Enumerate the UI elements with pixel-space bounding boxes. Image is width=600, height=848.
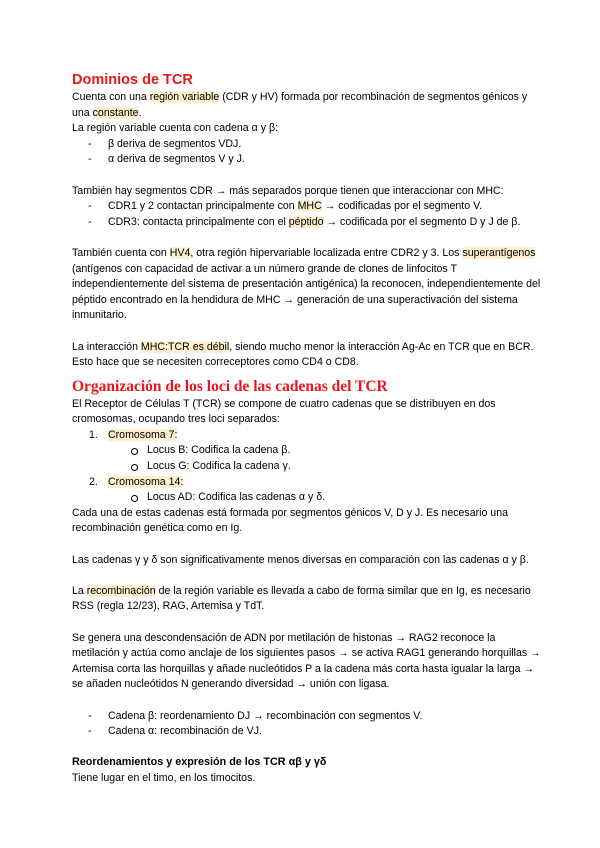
numbered-item: 1. Cromosoma 7: (89, 428, 178, 441)
numbered-item: 2. Cromosoma 14: (89, 475, 184, 488)
list-item: - CDR1 y 2 contactan principalmente con MHC → codificadas por el segmento V. (88, 199, 542, 215)
highlight: Cromosoma 14: (108, 475, 184, 488)
highlight: recombinación (86, 584, 156, 597)
list-item: Locus G: Codifica la cadena γ. (130, 459, 542, 475)
section-heading-dominios: Dominios de TCR (72, 72, 193, 88)
list-item: - Cadena β: reordenamiento DJ → recombinación con segmentos V. (88, 709, 542, 725)
highlight: constante (92, 106, 139, 119)
list-item: Locus B: Codifica la cadena β. (130, 443, 542, 459)
highlight: región variable (149, 91, 220, 103)
paragraph: La recombinación de la región variable es llevada a cabo de forma similar que en Ig, es necesario RSS (regla 12/23), RAG, Artemisa y TdT. (72, 584, 531, 613)
section-heading-organizacion: Organización de los loci de las cadenas del TCR (72, 377, 388, 395)
paragraph: Se genera una descondensación de ADN por metilación de histonas → RAG2 reconoce la metilación y actúa como anclaje de los siguientes pasos → se activa RAG1 generando horquillas → Artemisa corta las horquillas y añade nucleótidos P a la cadena más corta hasta igualar la larga → se añaden nucleótidos N generando diversidad → unión con ligasa. (72, 631, 541, 691)
paragraph: La región variable cuenta con cadena α y β: (72, 122, 278, 135)
list-item: Locus AD: Codifica las cadenas α y δ. (130, 490, 542, 506)
highlight: HV4 (169, 246, 191, 259)
highlight: Cromosoma 7: (108, 428, 178, 441)
list-item: - α deriva de segmentos V y J. (88, 152, 542, 168)
list-item: - Cadena α: recombinación de VJ. (88, 724, 542, 740)
paragraph: Cuenta con una región variable (CDR y HV) formada por recombinación de segmentos génicos y una constante. (72, 91, 528, 119)
highlight: superantígenos (462, 246, 536, 259)
subheading-reordenamientos: Reordenamientos y expresión de los TCR αβ y γδ (72, 756, 327, 769)
highlight: MHC (297, 200, 322, 213)
highlight: MHC:TCR es débil (140, 340, 230, 353)
document-page (72, 70, 542, 787)
paragraph: Cada una de estas cadenas está formada por segmentos génicos V, D y J. Es necesario una recombinación genética como en Ig. (72, 506, 508, 535)
paragraph: También hay segmentos CDR → más separados porque tienen que interaccionar con MHC: (72, 184, 504, 197)
paragraph: La interacción MHC:TCR es débil, siendo mucho menor la interacción Ag-Ac en TCR que en BCR. Esto hace que se necesiten correceptores como CD4 o CD8. (72, 340, 534, 369)
list-item: - β deriva de segmentos VDJ. (88, 137, 542, 153)
paragraph: Tiene lugar en el timo, en los timocitos. (72, 771, 256, 784)
highlight: péptido (288, 215, 324, 228)
paragraph: Las cadenas γ y δ son significativamente menos diversas en comparación con las cadenas α y β. (72, 553, 529, 566)
paragraph: También cuenta con HV4, otra región hipervariable localizada entre CDR2 y 3. Los superantígenos (antígenos con capacidad de activar a un número grande de clones de linfocitos T independientemente del sistema de presentación antigénica) la reconocen, independientemente del péptido encontrado en la hendidura de MHC → generación de una superactivación del sistema inmunitario. (72, 246, 541, 322)
list-item: - CDR3: contacta principalmente con el péptido → codificada por el segmento D y J de β. (88, 215, 542, 231)
paragraph: El Receptor de Células T (TCR) se compone de cuatro cadenas que se distribuyen en dos cromosomas, ocupando tres loci separados: (72, 397, 496, 426)
